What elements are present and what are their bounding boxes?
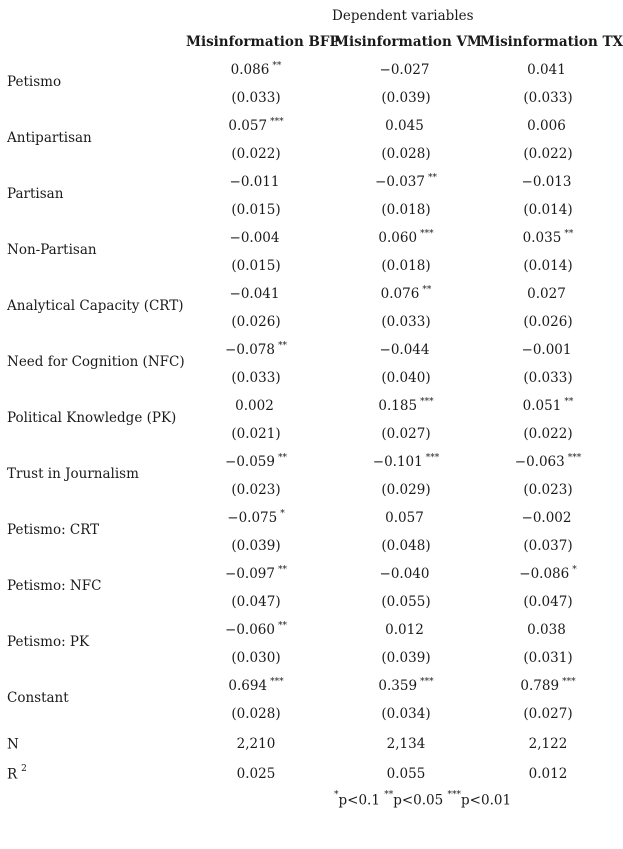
coef-cell-vm (336, 342, 476, 358)
coef-value: 0.027 (527, 286, 566, 302)
footnote-text-2: p<0.05 (393, 792, 448, 809)
std-error-tx: (0.023) (523, 482, 573, 498)
std-error-tx: (0.031) (523, 650, 573, 666)
std-error-tx: (0.037) (523, 538, 573, 554)
coef-cell-tx (478, 118, 618, 134)
column-header-tx: Misinformation TX (480, 34, 623, 50)
significance-stars: ** (422, 285, 432, 295)
row-label: Antipartisan (7, 130, 92, 146)
coef-cell-tx (478, 566, 618, 582)
std-error-tx: (0.014) (523, 202, 573, 218)
coef-value: −0.101 (372, 454, 423, 470)
row-label: Petismo (7, 74, 62, 90)
row-label: Non-Partisan (7, 242, 97, 258)
coef-value: 0.076 (380, 286, 420, 302)
coef-cell-tx (478, 286, 618, 302)
significance-stars: *** (270, 117, 284, 127)
std-error-vm: (0.029) (381, 482, 431, 498)
std-error-tx: (0.033) (523, 370, 573, 386)
coef-value: −0.063 (514, 454, 565, 470)
significance-stars: *** (562, 677, 576, 687)
coef-value: 0.012 (385, 622, 424, 638)
coef-cell-tx (478, 622, 618, 638)
coef-value: −0.060 (225, 622, 275, 638)
coef-value: −0.078 (225, 342, 275, 358)
coef-cell-vm (336, 454, 476, 470)
coef-value: 0.035 (522, 230, 562, 246)
std-error-tx: (0.047) (523, 594, 573, 610)
coef-value: −0.027 (379, 62, 430, 78)
coef-cell-vm (336, 510, 476, 526)
coef-cell-tx (478, 342, 618, 358)
std-error-vm: (0.034) (381, 706, 431, 722)
coef-value: 0.185 (378, 398, 418, 414)
coef-cell-vm (336, 566, 476, 582)
coef-value: −0.013 (521, 174, 572, 190)
coef-cell-bfp (186, 454, 326, 470)
coef-value: 0.002 (235, 398, 274, 414)
coef-cell-tx (478, 678, 618, 694)
coef-cell-vm (336, 286, 476, 302)
std-error-bfp: (0.021) (231, 426, 281, 442)
significance-stars: ** (277, 565, 287, 575)
significance-stars: ** (277, 453, 287, 463)
footnote-text-3: p<0.01 (461, 792, 512, 809)
column-header-vm: Misinformation VM (334, 34, 482, 50)
std-error-tx: (0.022) (523, 426, 573, 442)
coef-cell-bfp (186, 622, 326, 638)
coef-cell-bfp (186, 62, 326, 78)
stat-label-sup: 2 (21, 764, 27, 774)
coef-cell-vm (336, 622, 476, 638)
row-label: Trust in Journalism (7, 466, 139, 482)
coef-cell-bfp (186, 286, 326, 302)
coef-cell-vm (336, 118, 476, 134)
dependent-variables-label: Dependent variables (332, 8, 474, 24)
stat-label (7, 766, 27, 783)
std-error-bfp: (0.015) (231, 258, 281, 274)
coef-value: −0.044 (379, 342, 430, 358)
row-label: Petismo: CRT (7, 522, 100, 538)
std-error-bfp: (0.033) (231, 370, 281, 386)
coef-value: −0.097 (225, 566, 275, 582)
std-error-tx: (0.027) (523, 706, 573, 722)
std-error-vm: (0.048) (381, 538, 431, 554)
significance-stars: * (280, 509, 285, 519)
footnote-star-1: * (334, 790, 339, 800)
significance-stars: ** (564, 397, 574, 407)
footnote-text-1: p<0.1 (338, 792, 385, 809)
coef-value: 0.057 (385, 510, 424, 526)
coef-value: 0.694 (228, 678, 268, 694)
row-label: Political Knowledge (PK) (7, 410, 177, 426)
coef-cell-bfp (186, 230, 326, 246)
coef-cell-vm (336, 174, 476, 190)
row-label: Partisan (7, 186, 64, 202)
std-error-vm: (0.027) (381, 426, 431, 442)
row-label: Analytical Capacity (CRT) (7, 298, 184, 314)
coef-value: 0.057 (228, 118, 268, 134)
coef-cell-vm (336, 678, 476, 694)
coef-value: 0.086 (230, 62, 270, 78)
std-error-vm: (0.039) (381, 650, 431, 666)
significance-stars: * (572, 565, 577, 575)
coef-value: −0.001 (521, 342, 572, 358)
coef-value: 0.359 (378, 678, 418, 694)
coef-cell-bfp (186, 342, 326, 358)
coef-value: −0.059 (225, 454, 275, 470)
significance-stars: *** (567, 453, 582, 463)
coef-cell-bfp (186, 174, 326, 190)
coef-cell-tx (478, 230, 618, 246)
coef-value: 0.789 (520, 678, 560, 694)
coef-value: −0.041 (229, 286, 280, 302)
significance-stars: *** (270, 677, 284, 687)
stat-value-tx: 2,122 (528, 736, 568, 752)
stat-label-text: R (7, 766, 18, 783)
coef-value: 0.051 (522, 398, 562, 414)
coef-cell-bfp (186, 398, 326, 414)
stat-value-tx: 0.012 (528, 766, 568, 782)
std-error-vm: (0.033) (381, 314, 431, 330)
std-error-bfp: (0.030) (231, 650, 281, 666)
stat-value-vm: 0.055 (386, 766, 426, 782)
significance-stars: ** (427, 173, 437, 183)
std-error-bfp: (0.033) (231, 90, 281, 106)
std-error-bfp: (0.023) (231, 482, 281, 498)
footnote-star-3: *** (447, 790, 462, 800)
std-error-tx: (0.026) (523, 314, 573, 330)
significance-stars: *** (420, 229, 434, 239)
stat-label-text: N (7, 736, 19, 753)
std-error-bfp: (0.022) (231, 146, 281, 162)
row-label: Need for Cognition (NFC) (7, 354, 185, 370)
std-error-bfp: (0.028) (231, 706, 281, 722)
std-error-vm: (0.040) (381, 370, 431, 386)
coef-cell-vm (336, 398, 476, 414)
footnote-star-2: ** (384, 790, 394, 800)
std-error-vm: (0.018) (381, 258, 431, 274)
stat-label (7, 736, 23, 753)
coef-value: −0.086 (519, 566, 570, 582)
coef-value: −0.004 (229, 230, 280, 246)
coef-value: −0.011 (229, 174, 280, 190)
std-error-tx: (0.014) (523, 258, 573, 274)
std-error-bfp: (0.047) (231, 594, 281, 610)
significance-stars: ** (564, 229, 574, 239)
coef-cell-tx (478, 454, 618, 470)
coef-cell-tx (478, 62, 618, 78)
coef-cell-bfp (186, 678, 326, 694)
coef-cell-tx (478, 174, 618, 190)
row-label: Petismo: NFC (7, 578, 102, 594)
std-error-vm: (0.039) (381, 90, 431, 106)
coef-cell-bfp (186, 510, 326, 526)
coef-value: −0.037 (375, 174, 425, 190)
coef-cell-tx (478, 510, 618, 526)
std-error-vm: (0.028) (381, 146, 431, 162)
coef-cell-tx (478, 398, 618, 414)
significance-stars: *** (420, 677, 434, 687)
std-error-vm: (0.055) (381, 594, 431, 610)
coef-cell-vm (336, 230, 476, 246)
coef-value: −0.040 (379, 566, 430, 582)
std-error-bfp: (0.015) (231, 202, 281, 218)
coef-value: 0.006 (527, 118, 566, 134)
std-error-tx: (0.033) (523, 90, 573, 106)
stat-value-bfp: 2,210 (236, 736, 276, 752)
column-header-bfp: Misinformation BFP (186, 34, 340, 50)
significance-stars: *** (420, 397, 434, 407)
coef-cell-bfp (186, 118, 326, 134)
std-error-bfp: (0.039) (231, 538, 281, 554)
significance-stars: *** (425, 453, 440, 463)
coef-value: 0.045 (385, 118, 424, 134)
coef-value: 0.041 (527, 62, 566, 78)
significance-stars: ** (277, 621, 287, 631)
coef-value: 0.060 (378, 230, 418, 246)
row-label: Constant (7, 690, 69, 706)
coef-value: −0.002 (521, 510, 572, 526)
significance-footnote (334, 792, 511, 809)
coef-cell-vm (336, 62, 476, 78)
coef-value: −0.075 (227, 510, 278, 526)
std-error-bfp: (0.026) (231, 314, 281, 330)
std-error-tx: (0.022) (523, 146, 573, 162)
stat-value-vm: 2,134 (386, 736, 426, 752)
coef-cell-bfp (186, 566, 326, 582)
coef-value: 0.038 (527, 622, 566, 638)
significance-stars: ** (277, 341, 287, 351)
row-label: Petismo: PK (7, 634, 90, 650)
stat-value-bfp: 0.025 (236, 766, 276, 782)
std-error-vm: (0.018) (381, 202, 431, 218)
significance-stars: ** (272, 61, 282, 71)
